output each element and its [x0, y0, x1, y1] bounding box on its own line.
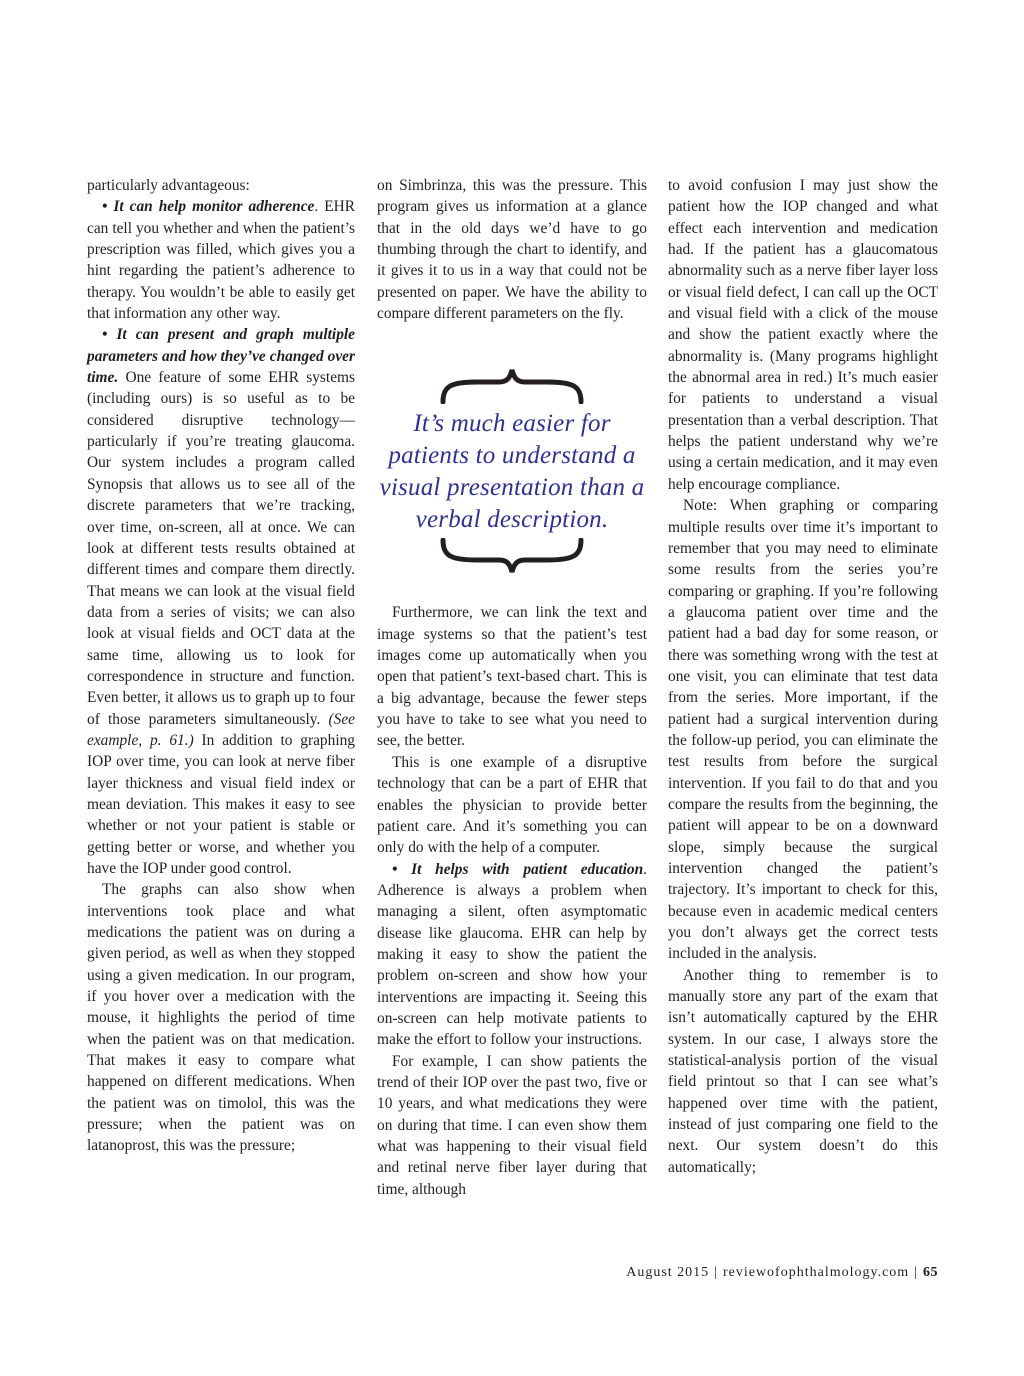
- issue-date: August 2015: [626, 1265, 710, 1280]
- text-column-3: [668, 175, 938, 1178]
- paragraph-note: Note: When graphing or comparing multiple results over time it’s important to remember that you may need to eliminate some results from the series you’re comparing or graphing. If you’re following a glaucoma patient over time and the patient had a bad day for some reason, or there was something wrong with the test at one visit, you can eliminate that test data from the series. More important, if the patient had a surgical intervention during the follow-up period, you can eliminate the test results from before the surgical intervention. If you fail to do that and you compare the results from the beginning, the patient will appear to be on a downward slope, simply because the surgical intervention changed the patient’s trajectory. It’s important to check for this, because even in academic medical centers you don’t always get the correct tests included in the analysis.: [668, 497, 938, 963]
- paragraph-text: In addition to graphing IOP over time, you can look at nerve fiber layer thickness and visual field index or mean deviation. This makes it easy to see whether or not your patient is stable or getting better or worse, and whether you have the IOP under good control.: [87, 731, 355, 877]
- paragraph: This is one example of a disruptive technology that can be a part of EHR that enables the physician to provide better patient care. And it’s something you can only do with the help of a computer.: [377, 753, 647, 857]
- text-column-2: [377, 175, 647, 1200]
- footer-separator: |: [714, 1265, 718, 1280]
- paragraph-text: . EHR can tell you whether and when the patient’s prescription was filled, which gives you a hint regarding the patient’s adherence to therapy. You wouldn’t be able to easily get that information any other way.: [87, 198, 355, 323]
- paragraph-text: . Adherence is always a problem when managing a silent, often asymptomatic disease like glaucoma. EHR can help by making it easy to show the patient the problem on-screen and show how your interventions are impacting it. Seeing this on-screen can help motivate patients to make the effort to follow your instructions.: [377, 860, 647, 1049]
- paragraph-graph-parameters: [87, 324, 355, 879]
- bullet-heading-adherence: • It can help monitor adherence: [102, 198, 315, 216]
- paragraph-text: One feature of some EHR systems (including ours) is so useful as to be considered disruptive technology—particularly if you’re treating glaucoma. Our system includes a program called Synopsis that allows us to see all of the discrete parameters that we’re tracking, over time, on-screen, all at once. We can look at different tests results obtained at different times and compare them directly. That means we can look at the visual field data from a series of visits; we can also look at visual fields and OCT data at the same time, allowing us to look for correspondence in structure and function. Even better, it allows us to graph up to four of those parameters simultaneously.: [87, 369, 355, 728]
- paragraph: on Simbrinza, this was the pressure. This program gives us information at a glance that in the old days we’d have to go thumbing through the chart to identify, and it gives it to us in a way that could not be presented on paper. We have the ability to compare different parameters on the fly.: [377, 177, 647, 323]
- paragraph-patient-education: [377, 859, 647, 1051]
- text-column-1: [87, 175, 355, 1157]
- paragraph-adherence: [87, 196, 355, 324]
- pull-quote: [377, 368, 647, 608]
- bottom-brace-icon: [437, 538, 587, 574]
- paragraph: For example, I can show patients the trend of their IOP over the past two, five or 10 years, and what medications they were on during that time. I can even show them what was happening to their visual field and retinal nerve fiber layer during that time, although: [377, 1052, 647, 1198]
- paragraph: particularly advantageous:: [87, 177, 250, 194]
- pull-quote-text: It’s much easier for patients to understand a visual presentation than a verbal description.: [379, 410, 645, 533]
- footer-separator: |: [914, 1265, 918, 1280]
- bullet-heading-graph-parameters: • It can present and graph multiple parameters and how they’ve changed over time.: [87, 326, 355, 387]
- example-reference: (See example, p. 61.): [87, 710, 355, 749]
- paragraph: to avoid confusion I may just show the patient how the IOP changed and what effect each intervention and medication had. If the patient has a glaucomatous abnormality such as a nerve fiber layer loss or visual field defect, I can call up the OCT and visual field with a click of the mouse and show the patient exactly where the abnormality is. (Many programs highlight the abnormal area in red.) It’s much easier for patients to understand a visual presentation than a verbal description. That helps the patient understand why we’re using a certain medication, and it may even help encourage compliance.: [668, 177, 938, 493]
- paragraph: The graphs can also show when interventions took place and what medications the patient was on during a given period, as well as when they stopped using a given medication. In our program, if you hover over a medication with the mouse, it highlights the period of time when the patient was on that medication. That makes it easy to compare what happened on different medications. When the patient was on timolol, this was the pressure; when the patient was on latanoprost, this was the pressure;: [87, 881, 355, 1155]
- paragraph: Another thing to remember is to manually store any part of the exam that isn’t automatically captured by the EHR system. In our case, I always store the statistical-analysis portion of the visual field printout so that I can see what’s happened over time with the patient, instead of just comparing one field to the next. Our system doesn’t do this automatically;: [668, 966, 938, 1176]
- page-number: 65: [923, 1265, 938, 1280]
- page-footer: [626, 1265, 938, 1281]
- bullet-heading-patient-education: • It helps with patient education: [392, 860, 644, 878]
- website-url[interactable]: reviewofophthalmology.com: [722, 1265, 910, 1280]
- top-brace-icon: [437, 368, 587, 404]
- paragraph: Furthermore, we can link the text and image systems so that the patient’s test images come up automatically when you open that patient’s text-based chart. This is a big advantage, because the fewer steps you have to take to see what you need to see, the better.: [377, 604, 647, 750]
